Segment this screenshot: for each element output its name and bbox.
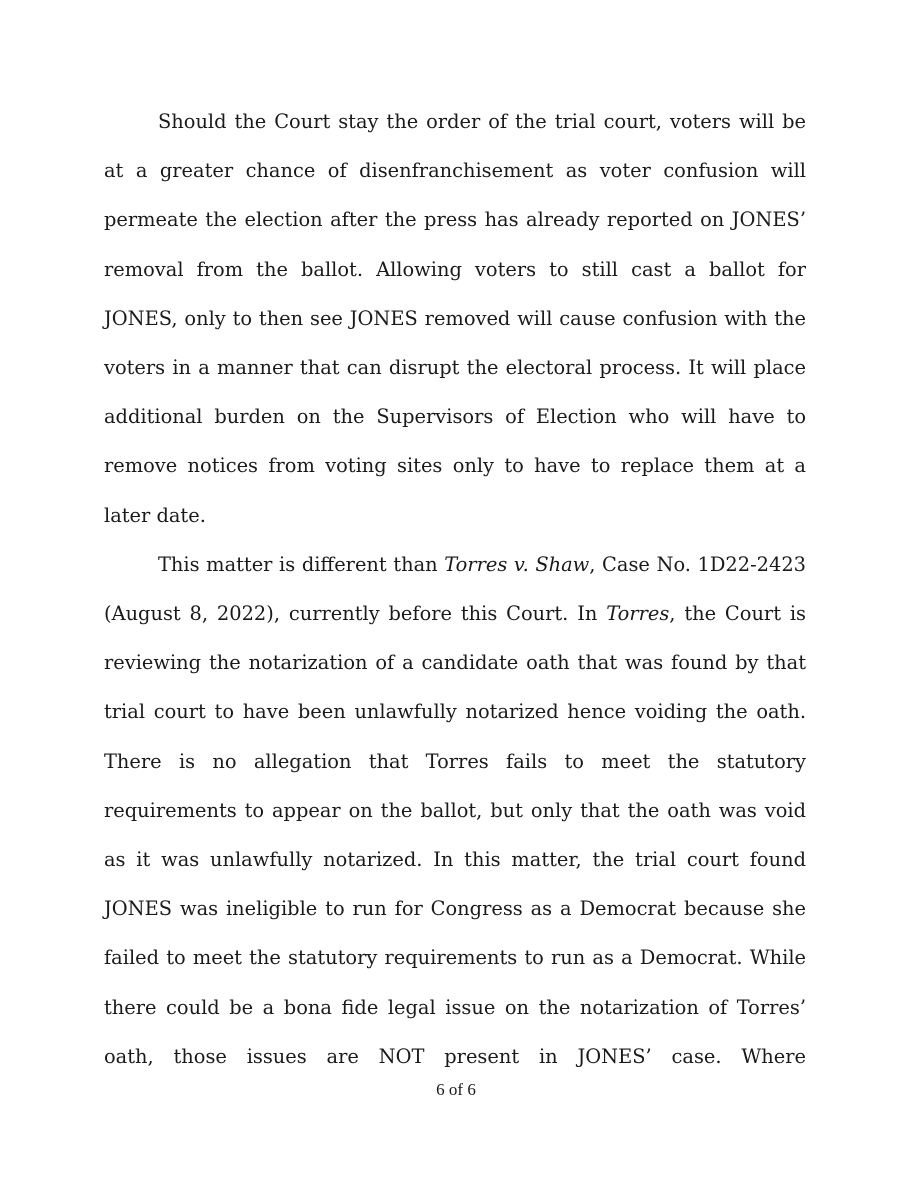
paragraph-2 <box>104 540 806 1081</box>
paragraph-2-text-2: , Case No. 1D22-2423 (August 8, 2022), currently before this Court. In <box>104 552 807 626</box>
case-name-torres-v-shaw: Torres v. Shaw <box>444 552 590 576</box>
case-name-torres: Torres <box>606 602 670 626</box>
paragraph-1 <box>104 97 806 540</box>
paragraph-2-text-3: , the Court is reviewing the notarization of a candidate oath that was found by that trial court to have been unlawfully notarized hence voiding the oath. There is no allegation that Torres fails to meet the statutory requirements to appear on the ballot, but only that the oath was void as it was unlawfully notarized. In this matter, the trial court found JONES was ineligible to run for Congress as a Democrat because she failed to meet the statutory requirements to run as a Democrat. While there could be a bona fide legal issue on the notarization of Torres’ oath, those issues are NOT present in JONES’ case. Where <box>104 602 806 1068</box>
page-number: 6 of 6 <box>436 1080 476 1099</box>
document-body <box>104 97 806 1081</box>
paragraph-1-text: Should the Court stay the order of the trial court, voters will be at a greater chance of disenfranchisement as voter confusion will permeate the election after the press has already reported on JONES’ removal from the ballot. Allowing voters to still cast a ballot for JONES, only to then see JONES removed will cause confusion with the voters in a manner that can disrupt the electoral process. It will place additional burden on the Supervisors of Election who will have to remove notices from voting sites only to have to replace them at a later date. <box>104 110 806 527</box>
paragraph-2-text-1: This matter is different than <box>158 552 445 576</box>
